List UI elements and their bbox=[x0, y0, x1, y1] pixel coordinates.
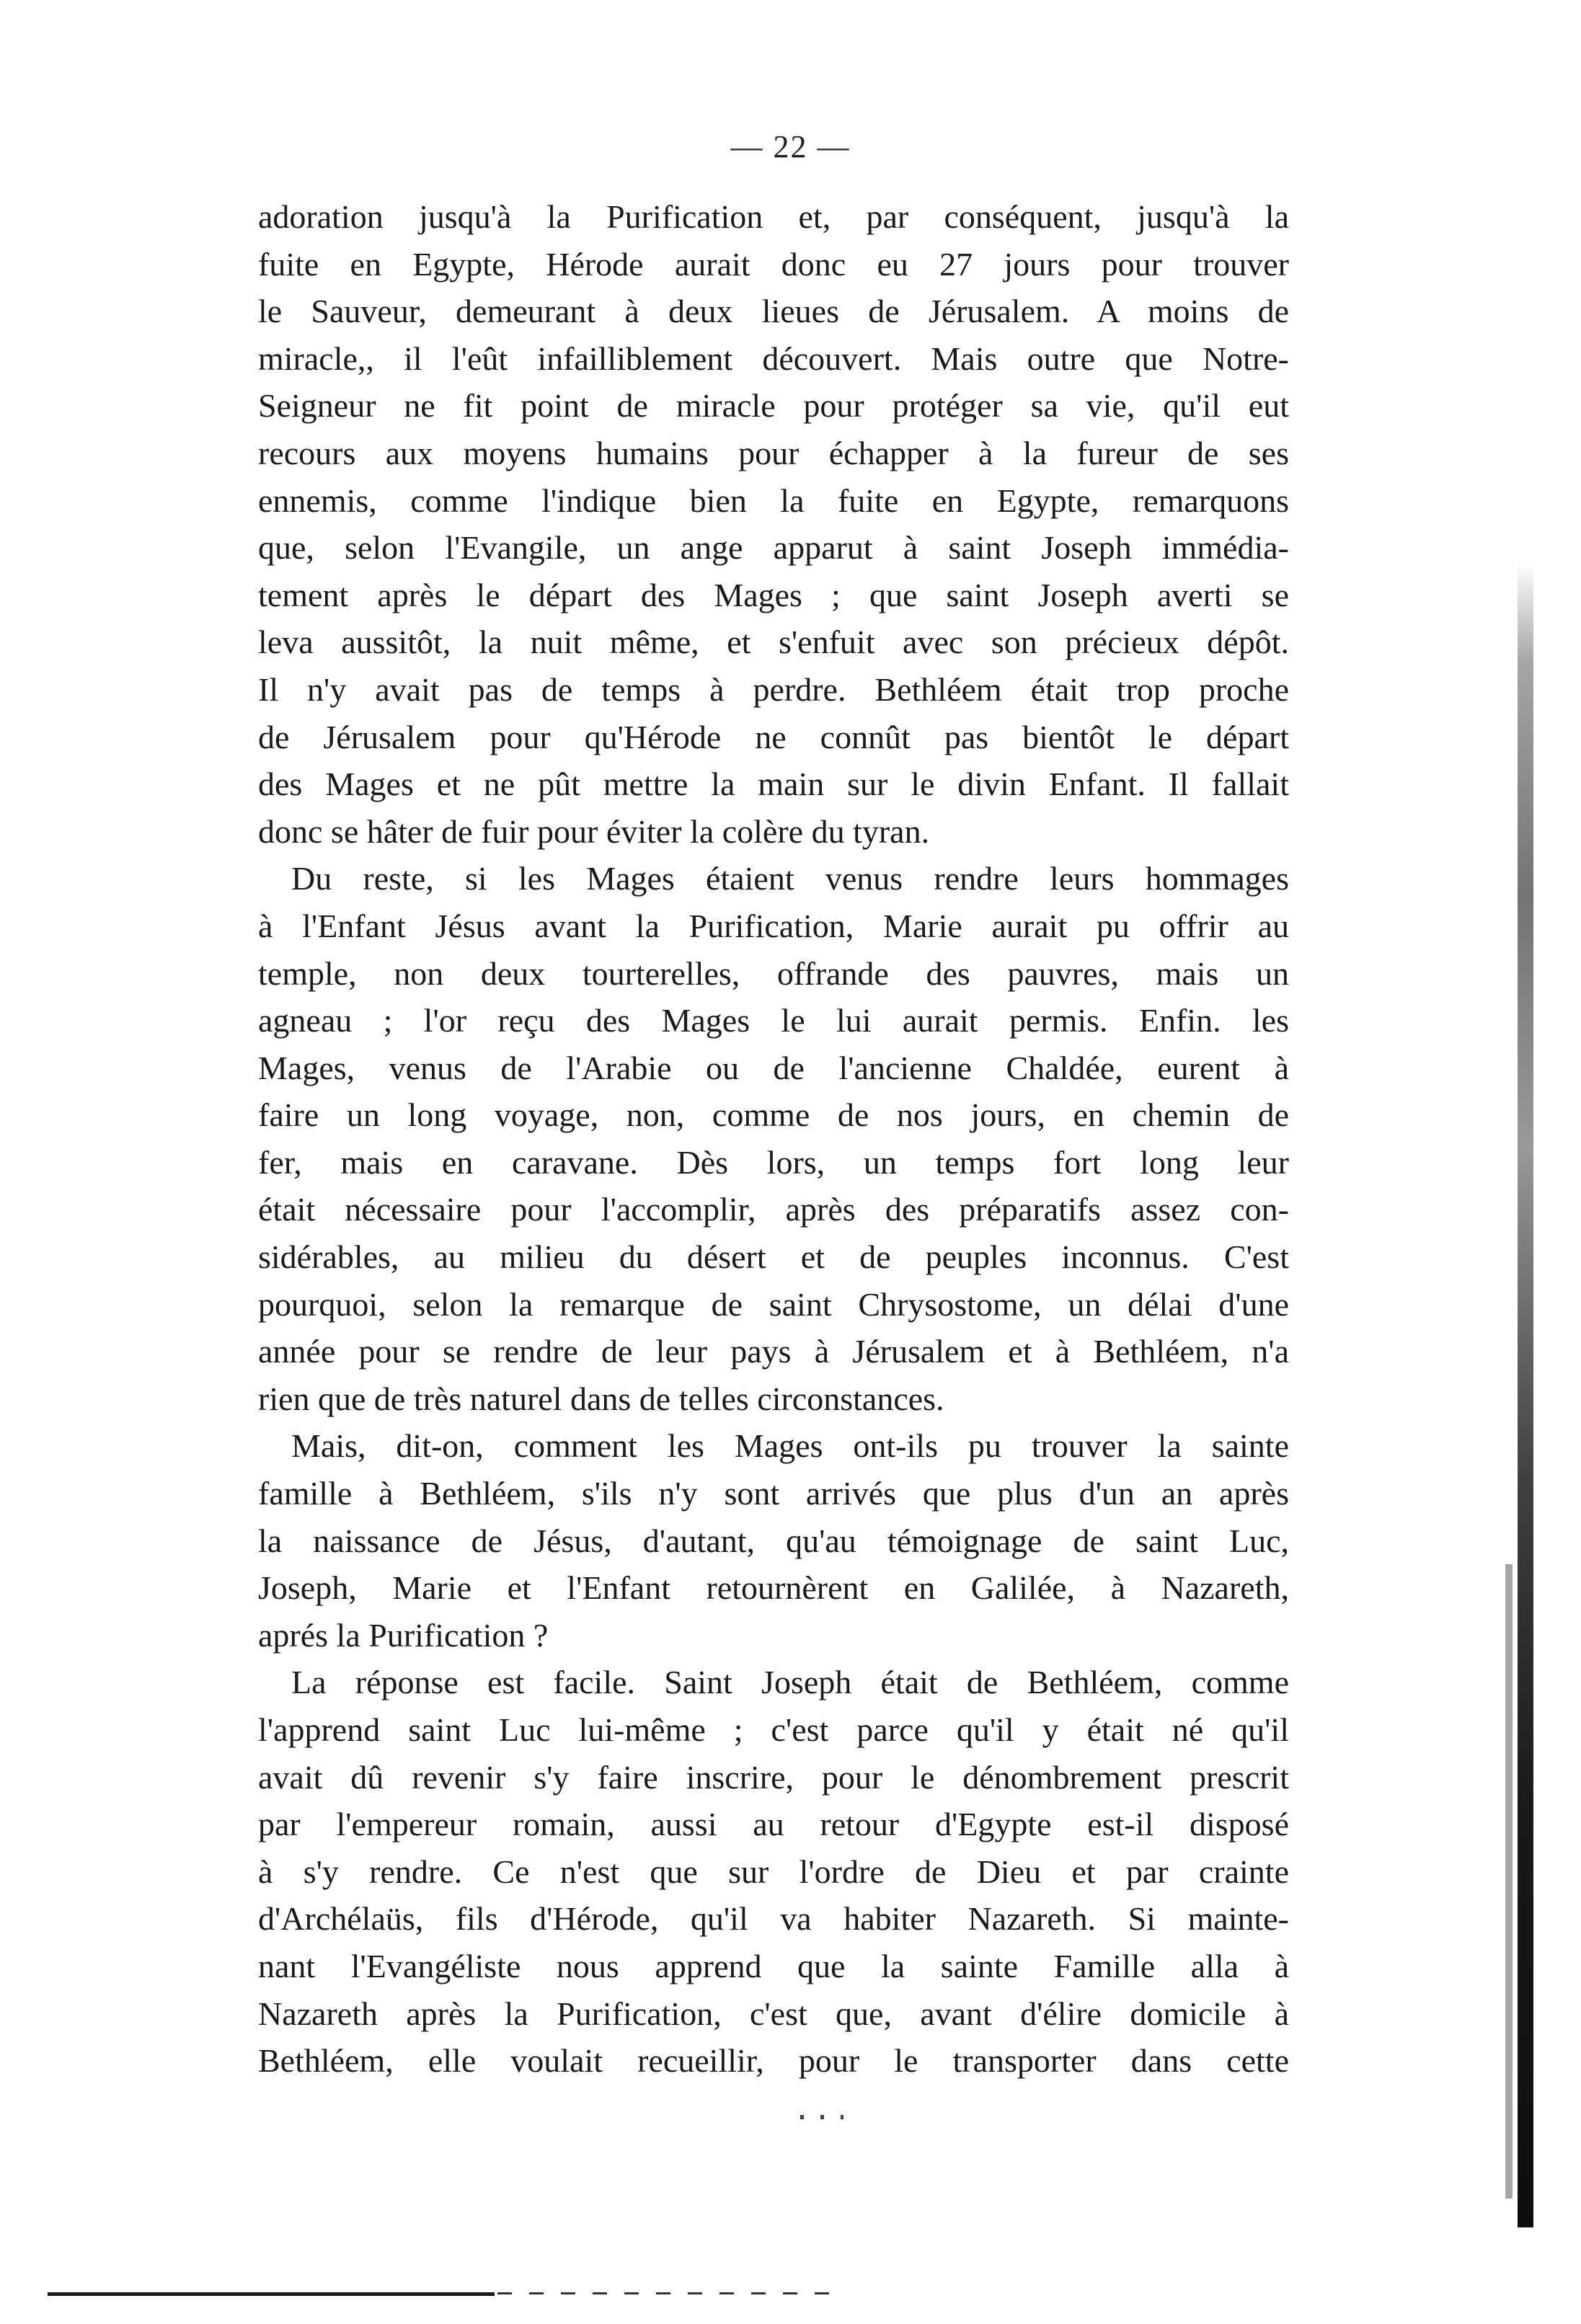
text-line: tement après le départ des Mages ; que saint Joseph averti se bbox=[258, 576, 1289, 613]
paragraph-3 bbox=[258, 1422, 1289, 1659]
bottom-dashes bbox=[497, 2292, 843, 2294]
text-line: recours aux moyens humains pour échapper à la fureur de ses bbox=[258, 434, 1289, 471]
text-line: Bethléem, elle voulait recueillir, pour le transporter dans cette bbox=[258, 2042, 1289, 2080]
text-line: était nécessaire pour l'accomplir, après des préparatifs assez con- bbox=[258, 1191, 1289, 1228]
paragraph-2 bbox=[258, 855, 1289, 1422]
text-line: de Jérusalem pour qu'Hérode ne connût pas bientôt le départ bbox=[258, 718, 1289, 755]
body-text bbox=[258, 193, 1289, 2085]
text-line: que, selon l'Evangile, un ange apparut à saint Joseph immédia- bbox=[258, 529, 1289, 567]
text-line: miracle,, il l'eût infailliblement découvert. Mais outre que Notre- bbox=[258, 340, 1289, 377]
text-line: Du reste, si les Mages étaient venus rendre leurs hommages bbox=[291, 860, 1289, 897]
text-line: Mages, venus de l'Arabie ou de l'ancienne Chaldée, eurent à bbox=[258, 1049, 1289, 1086]
text-line: Mais, dit-on, comment les Mages ont-ils pu trouver la sainte bbox=[291, 1427, 1289, 1465]
text-line: Il n'y avait pas de temps à perdre. Bethléem était trop proche bbox=[258, 670, 1289, 708]
scan-dots bbox=[800, 2115, 843, 2119]
text-line: rien que de très naturel dans de telles circonstances. bbox=[258, 1380, 944, 1417]
text-line: leva aussitôt, la nuit même, et s'enfuit avec son précieux dépôt. bbox=[258, 624, 1289, 661]
text-line: La réponse est facile. Saint Joseph était de Bethléem, comme bbox=[291, 1664, 1289, 1701]
text-line: l'apprend saint Luc lui-même ; c'est parce qu'il y était né qu'il bbox=[258, 1711, 1289, 1748]
text-line: sidérables, au milieu du désert et de peuples inconnus. C'est bbox=[258, 1238, 1289, 1276]
text-line: à l'Enfant Jésus avant la Purification, Marie aurait pu offrir au bbox=[258, 907, 1289, 944]
text-line: avait dû revenir s'y faire inscrire, pour le dénombrement prescrit bbox=[258, 1758, 1289, 1796]
text-line: des Mages et ne pût mettre la main sur le divin Enfant. Il fallait bbox=[258, 766, 1289, 803]
text-line: pourquoi, selon la remarque de saint Chrysostome, un délai d'une bbox=[258, 1285, 1289, 1323]
text-line: famille à Bethléem, s'ils n'y sont arrivés que plus d'un an après bbox=[258, 1475, 1289, 1512]
text-line: donc se hâter de fuir pour éviter la colère du tyran. bbox=[258, 812, 930, 850]
text-line: adoration jusqu'à la Purification et, par conséquent, jusqu'à la bbox=[258, 198, 1289, 235]
text-line: Joseph, Marie et l'Enfant retournèrent en Galilée, à Nazareth, bbox=[258, 1569, 1289, 1607]
scan-edge-shadow bbox=[1518, 562, 1533, 2227]
text-line: Nazareth après la Purification, c'est que, avant d'élire domicile à bbox=[258, 1995, 1289, 2032]
text-line: faire un long voyage, non, comme de nos jours, en chemin de bbox=[258, 1096, 1289, 1134]
text-line: fuite en Egypte, Hérode aurait donc eu 27 jours pour trouver bbox=[258, 245, 1289, 283]
text-line: fer, mais en caravane. Dès lors, un temps fort long leur bbox=[258, 1143, 1289, 1181]
text-line: d'Archélaüs, fils d'Hérode, qu'il va habiter Nazareth. Si mainte- bbox=[258, 1900, 1289, 1938]
paragraph-4 bbox=[258, 1659, 1289, 2084]
text-line: ennemis, comme l'indique bien la fuite en Egypte, remarquons bbox=[258, 482, 1289, 519]
text-line: le Sauveur, demeurant à deux lieues de Jérusalem. A moins de bbox=[258, 293, 1289, 330]
text-line: année pour se rendre de leur pays à Jérusalem et à Bethléem, n'a bbox=[258, 1333, 1289, 1370]
scan-edge-shadow-inner bbox=[1505, 1564, 1513, 2199]
text-line: à s'y rendre. Ce n'est que sur l'ordre de Dieu et par crainte bbox=[258, 1853, 1289, 1890]
bottom-rule bbox=[48, 2292, 495, 2296]
text-line: par l'empereur romain, aussi au retour d'Egypte est-il disposé bbox=[258, 1806, 1289, 1843]
text-line: agneau ; l'or reçu des Mages le lui aurait permis. Enfin. les bbox=[258, 1002, 1289, 1039]
text-line: nant l'Evangéliste nous apprend que la sainte Famille alla à bbox=[258, 1947, 1289, 1984]
page-number: — 22 — bbox=[730, 129, 851, 164]
paragraph-1 bbox=[258, 193, 1289, 855]
text-line: la naissance de Jésus, d'autant, qu'au témoignage de saint Luc, bbox=[258, 1522, 1289, 1559]
text-line: temple, non deux tourterelles, offrande des pauvres, mais un bbox=[258, 954, 1289, 992]
text-line: Seigneur ne fit point de miracle pour protéger sa vie, qu'il eut bbox=[258, 387, 1289, 425]
text-line: aprés la Purification ? bbox=[258, 1616, 549, 1654]
